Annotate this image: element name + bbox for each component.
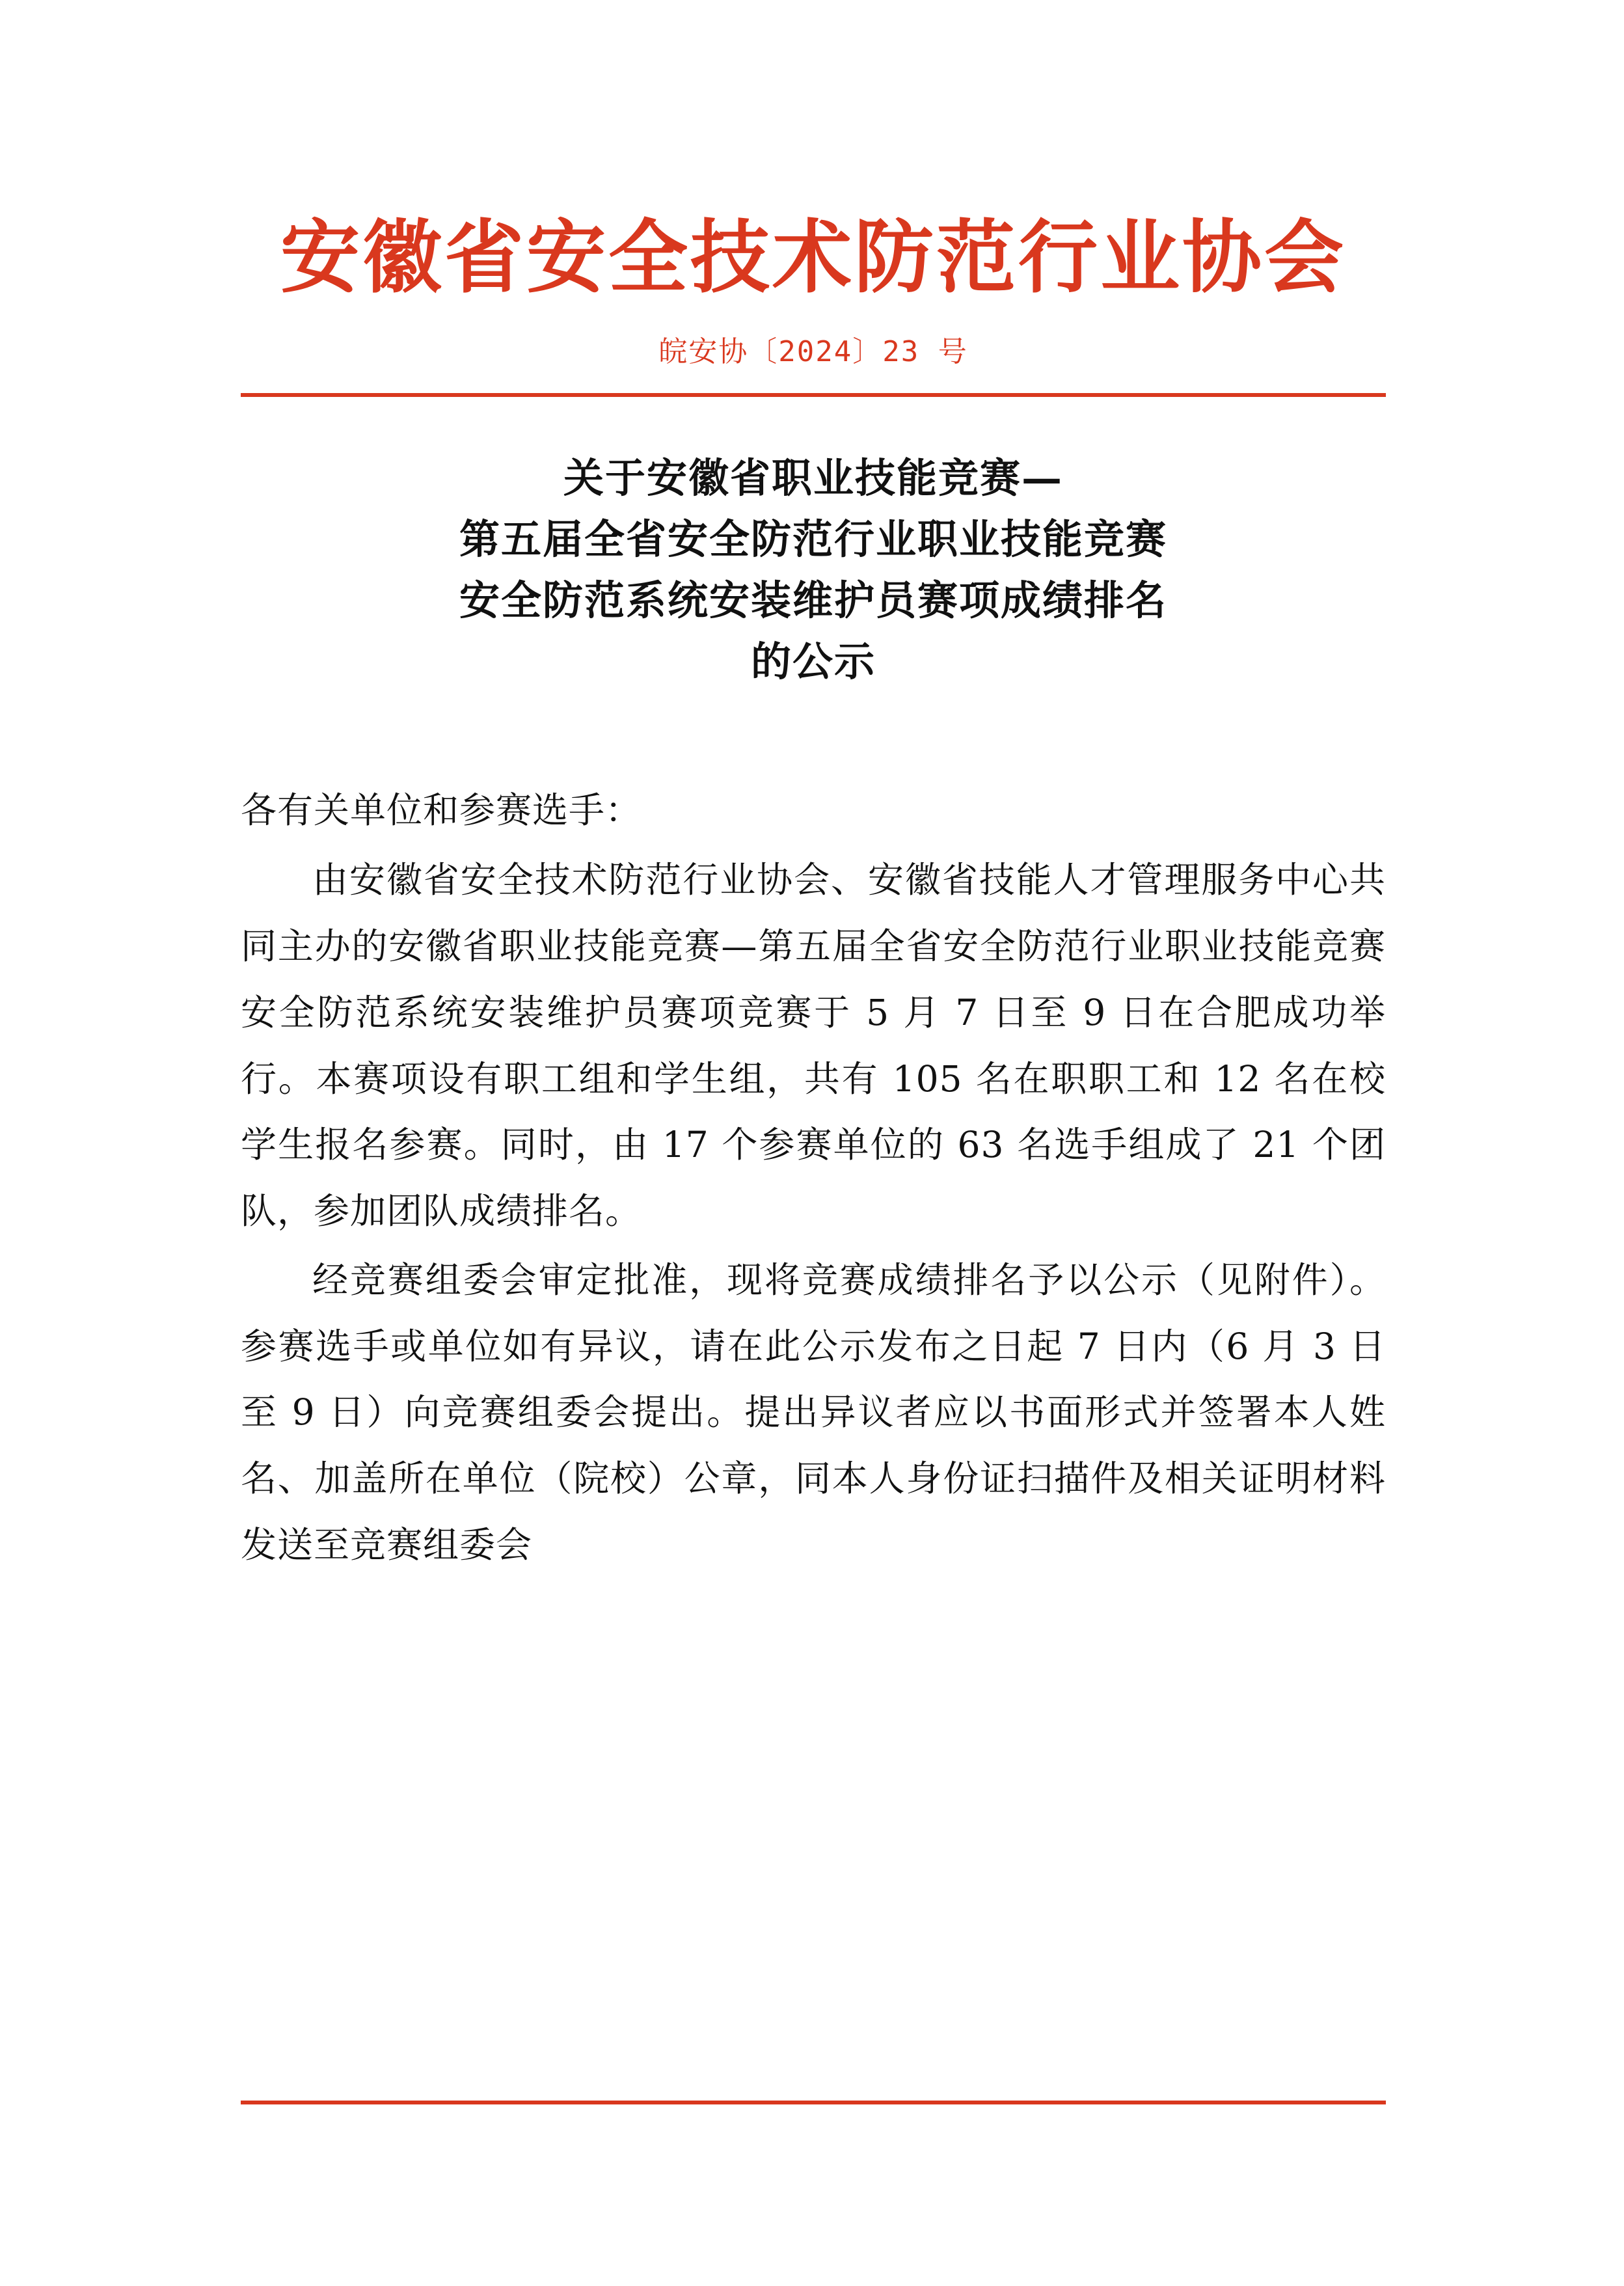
title-line-1: 关于安徽省职业技能竞赛— [563,454,1063,502]
body-text [241,778,1386,1579]
header-divider-rule [241,393,1386,397]
title-line-4: 的公示 [750,638,876,686]
masthead [241,210,1386,370]
title-line-3: 安全防范系统安装维护员赛项成绩排名 [459,577,1167,625]
title-line-2: 第五届全省安全防范行业职业技能竞赛 [459,515,1167,563]
page-title [241,448,1386,693]
paragraph-2: 经竞赛组委会审定批准，现将竞赛成绩排名予以公示（见附件）。参赛选手或单位如有异议，请在此公示发布之日起 7 日内（6 月 3 日至 9 日）向竞赛组委会提出。提出异议者应以书面形式并签署本人姓名、加盖所在单位（院校）公章，同本人身份证扫描件及相关证明材料发送至竞赛组委会 [241,1259,1386,1566]
footer-divider-rule [241,2101,1386,2104]
document-number: 皖安协〔2024〕23 号 [658,334,968,368]
paragraph-1: 由安徽省安全技术防范行业协会、安徽省技能人才管理服务中心共同主办的安徽省职业技能竞赛—第五届全省安全防范行业职业技能竞赛安全防范系统安装维护员赛项竞赛于 5 月 7 日至 9 日在合肥成功举行。本赛项设有职工组和学生组，共有 105 名在职职工和 12 名在校学生报名参赛。同时，由 17 个参赛单位的 63 名选手组成了 21 个团队，参加团队成绩排名。 [241,859,1386,1232]
salutation: 各有关单位和参赛选手： [241,789,642,831]
organization-title: 安徽省安全技术防范行业协会 [280,210,1346,304]
footer-divider-wrap [241,2101,1386,2104]
document-content [241,0,1386,1579]
